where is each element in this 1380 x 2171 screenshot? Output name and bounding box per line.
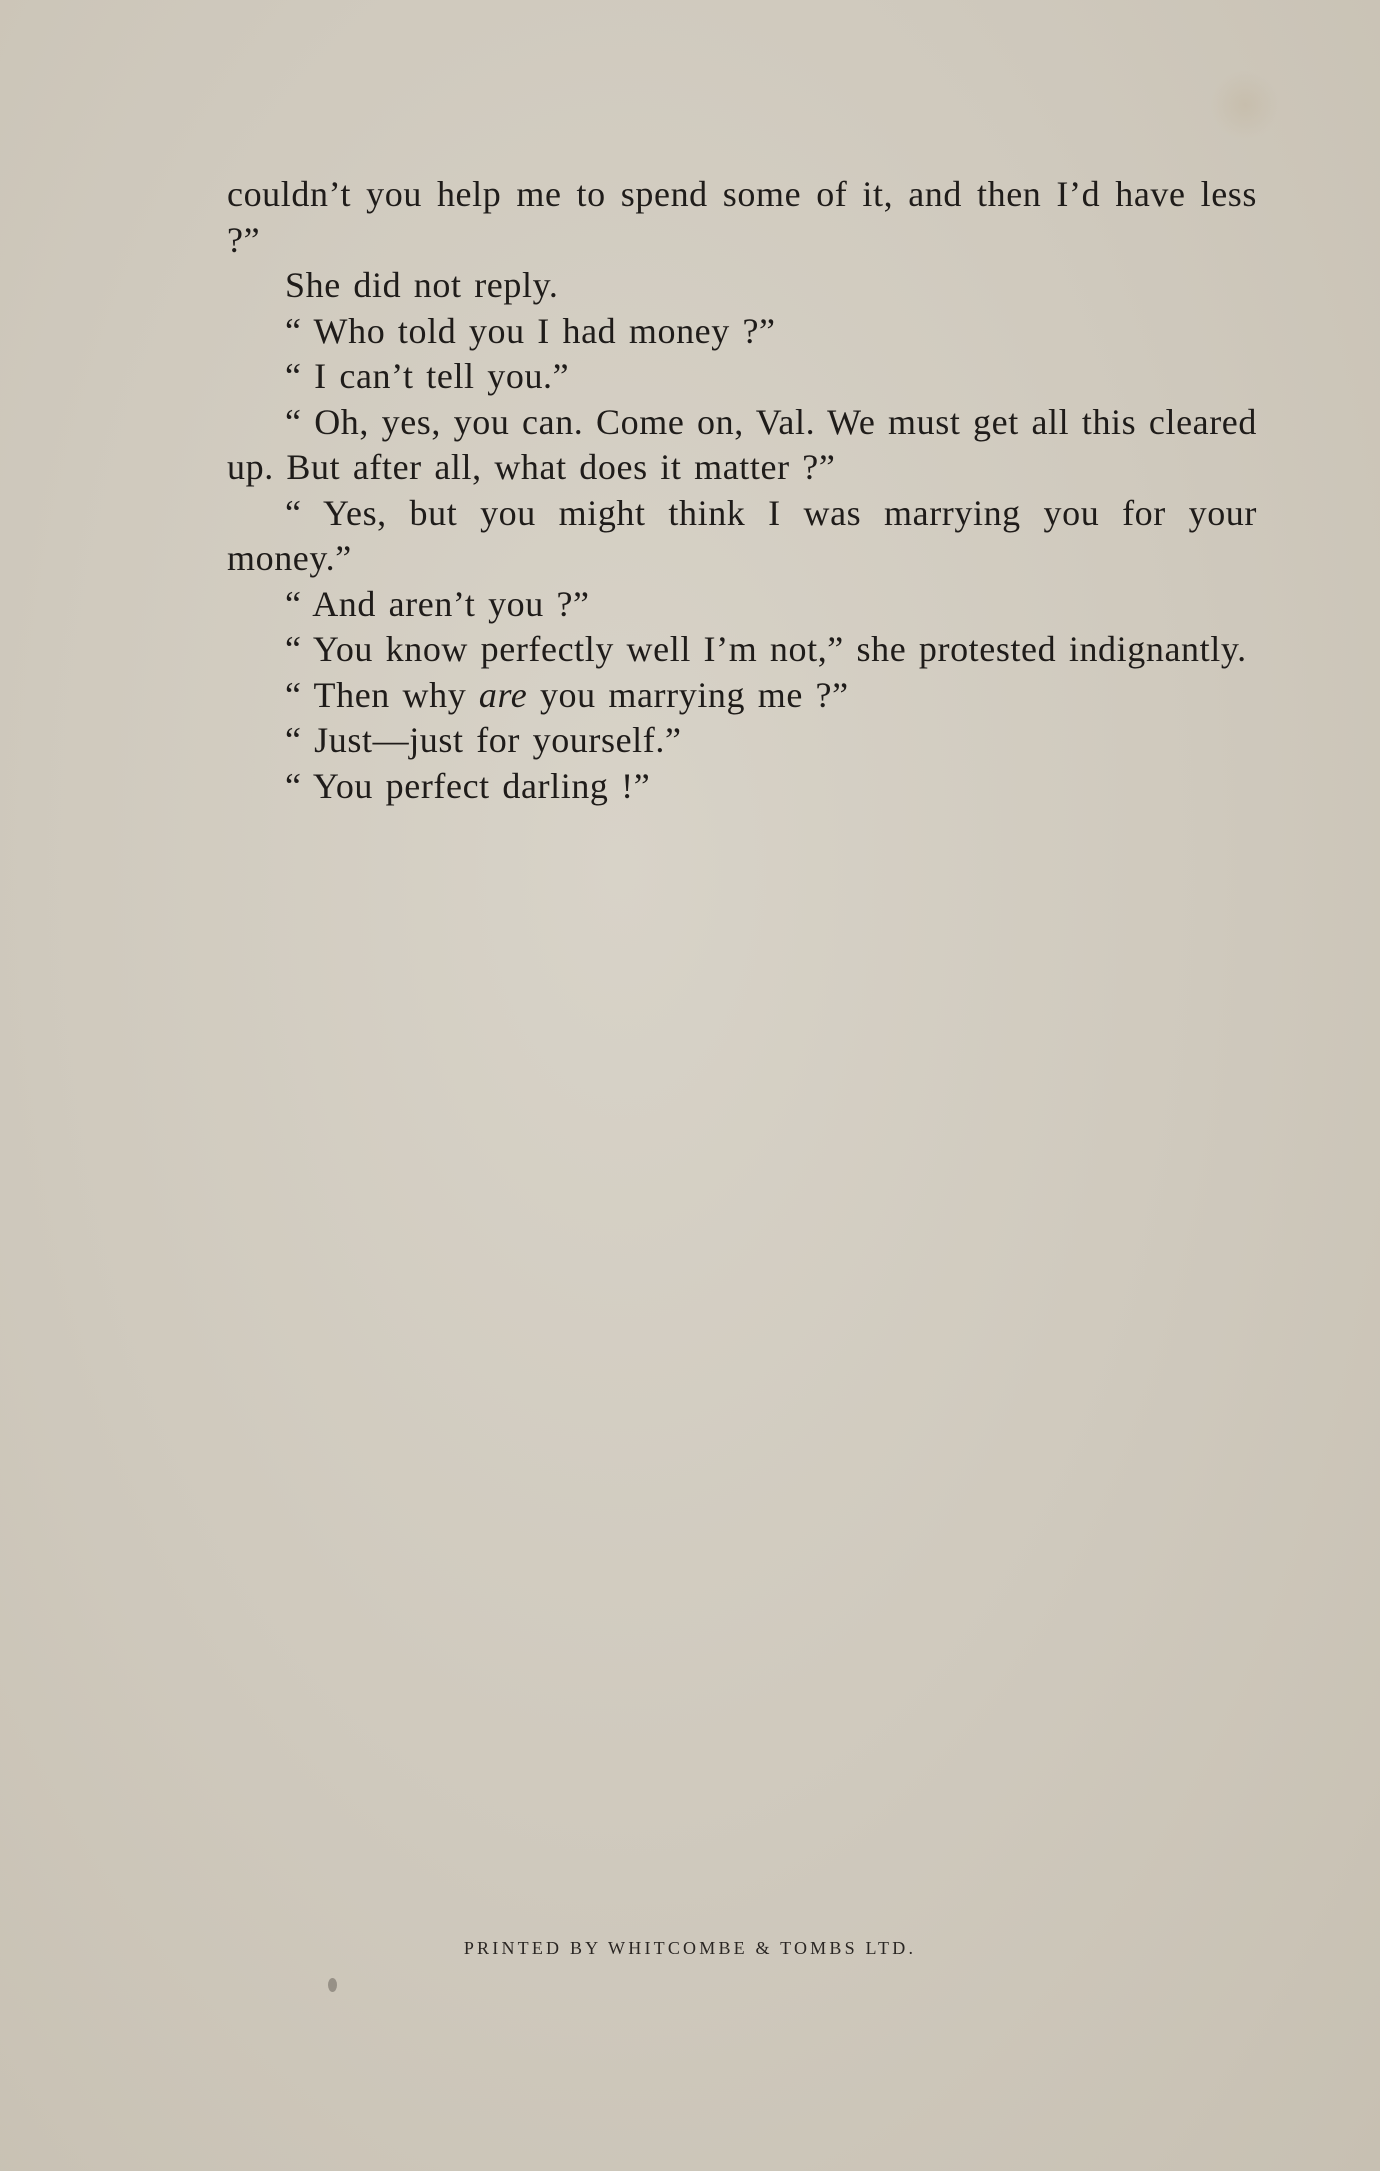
paragraph: “ Who told you I had money ?” xyxy=(285,310,776,351)
paragraph: “ You perfect darling !” xyxy=(285,765,651,806)
paragraph xyxy=(227,673,1257,719)
paragraph: “ Yes, but you might think I was marrying you for your money.” xyxy=(227,492,1257,578)
paragraph: She did not reply. xyxy=(285,265,559,305)
paper-stain xyxy=(1210,70,1280,140)
paragraph-continuation: couldn’t you help me to spend some of it, and then I’d have less ?” xyxy=(227,174,1257,260)
ink-speck xyxy=(328,1978,337,1992)
paragraph: “ Oh, yes, you can. Come on, Val. We must get all this cleared up. But after all, what does it matter ?” xyxy=(227,401,1257,487)
paragraph: “ Just—just for yourself.” xyxy=(285,720,682,760)
paragraph: “ You know perfectly well I’m not,” she protested indignantly. xyxy=(285,629,1247,669)
body-text xyxy=(227,172,1257,809)
emphasis-text: are xyxy=(478,674,528,715)
paragraph: “ And aren’t you ?” xyxy=(285,583,590,624)
paragraph-text: you marrying me ?” xyxy=(527,674,849,715)
printer-imprint: PRINTED BY WHITCOMBE & TOMBS LTD. xyxy=(463,1938,917,1958)
paragraph-text: “ Then why xyxy=(285,674,479,715)
paragraph: “ I can’t tell you.” xyxy=(285,356,570,396)
